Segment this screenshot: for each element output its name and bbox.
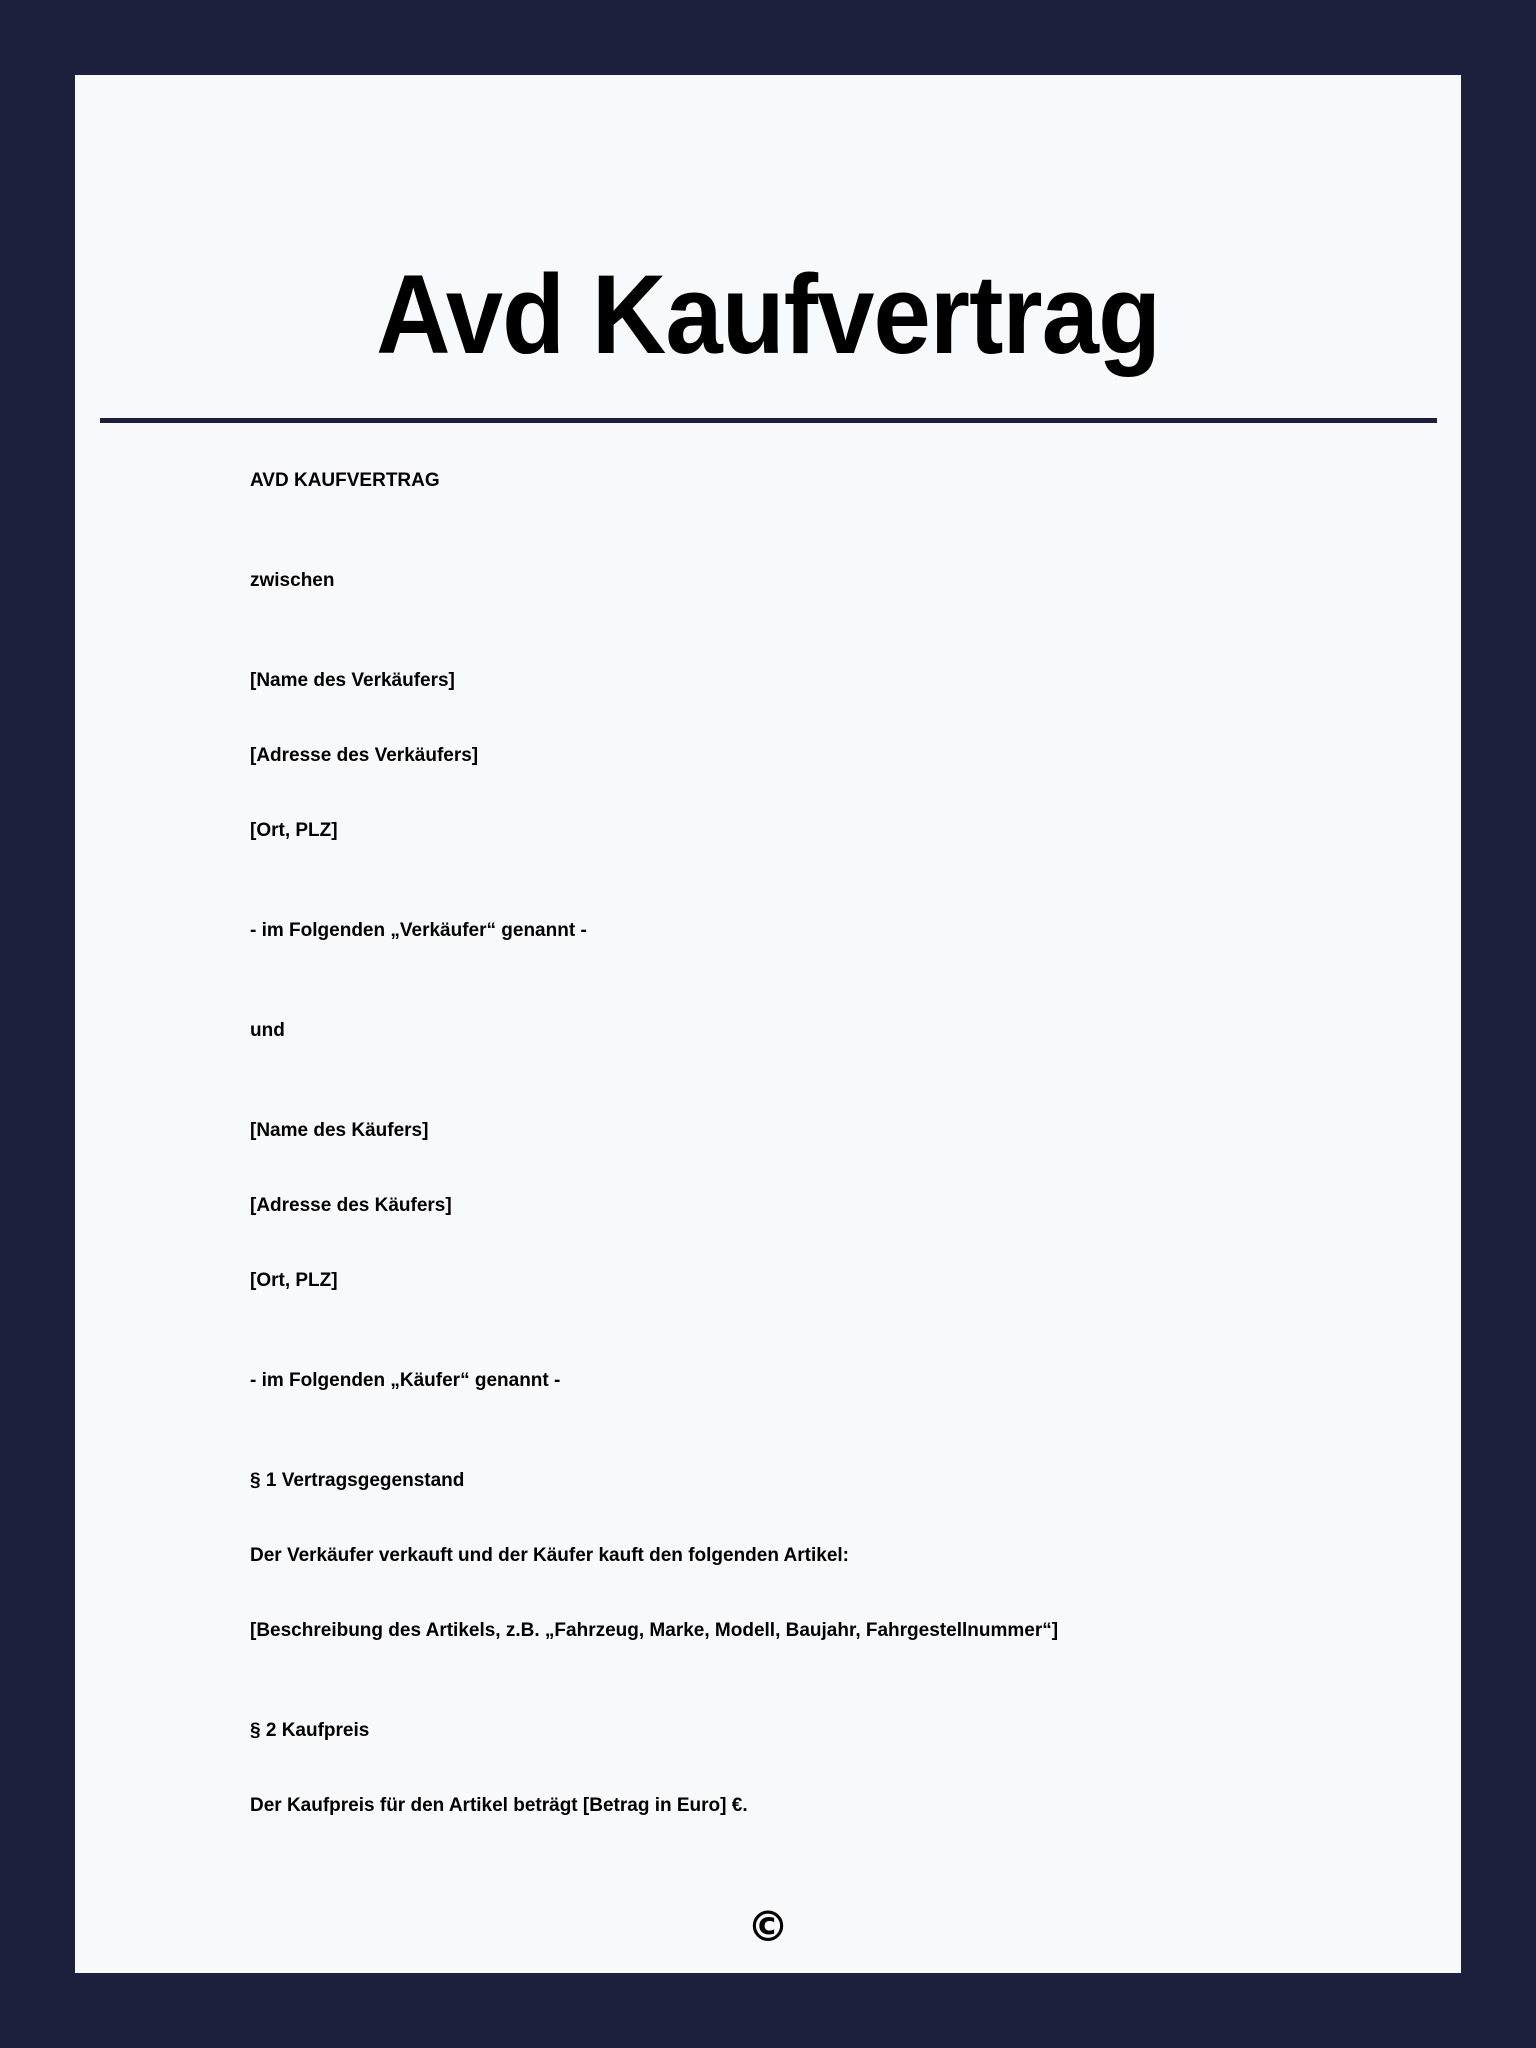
buyer-name-placeholder: [Name des Käufers] xyxy=(250,1120,429,1141)
copyright-icon: © xyxy=(747,1902,789,1951)
buyer-city-zip-placeholder: [Ort, PLZ] xyxy=(250,1270,338,1291)
section-1-text: Der Verkäufer verkauft und der Käufer kauft den folgenden Artikel: xyxy=(250,1545,849,1566)
text-and: und xyxy=(250,1020,285,1041)
buyer-designation: - im Folgenden „Käufer“ genannt - xyxy=(250,1370,561,1391)
page-title-text: Avd Kaufvertrag xyxy=(375,252,1161,377)
text-between: zwischen xyxy=(250,570,335,591)
seller-designation: - im Folgenden „Verkäufer“ genannt - xyxy=(250,920,587,941)
section-2-heading: § 2 Kaufpreis xyxy=(250,1720,370,1741)
item-description-placeholder: [Beschreibung des Artikels, z.B. „Fahrzeug, Marke, Modell, Baujahr, Fahrgestellnummer“] xyxy=(250,1620,1059,1641)
document-page xyxy=(75,75,1461,1973)
seller-address-placeholder: [Adresse des Verkäufers] xyxy=(250,745,479,766)
section-1-heading: § 1 Vertragsgegenstand xyxy=(250,1470,465,1491)
seller-name-placeholder: [Name des Verkäufers] xyxy=(250,670,455,691)
contract-heading: AVD KAUFVERTRAG xyxy=(250,470,440,491)
section-2-text: Der Kaufpreis für den Artikel beträgt [Betrag in Euro] €. xyxy=(250,1795,748,1816)
seller-city-zip-placeholder: [Ort, PLZ] xyxy=(250,820,338,841)
page-title xyxy=(75,250,1461,380)
buyer-address-placeholder: [Adresse des Käufers] xyxy=(250,1195,452,1216)
title-divider xyxy=(100,418,1437,423)
